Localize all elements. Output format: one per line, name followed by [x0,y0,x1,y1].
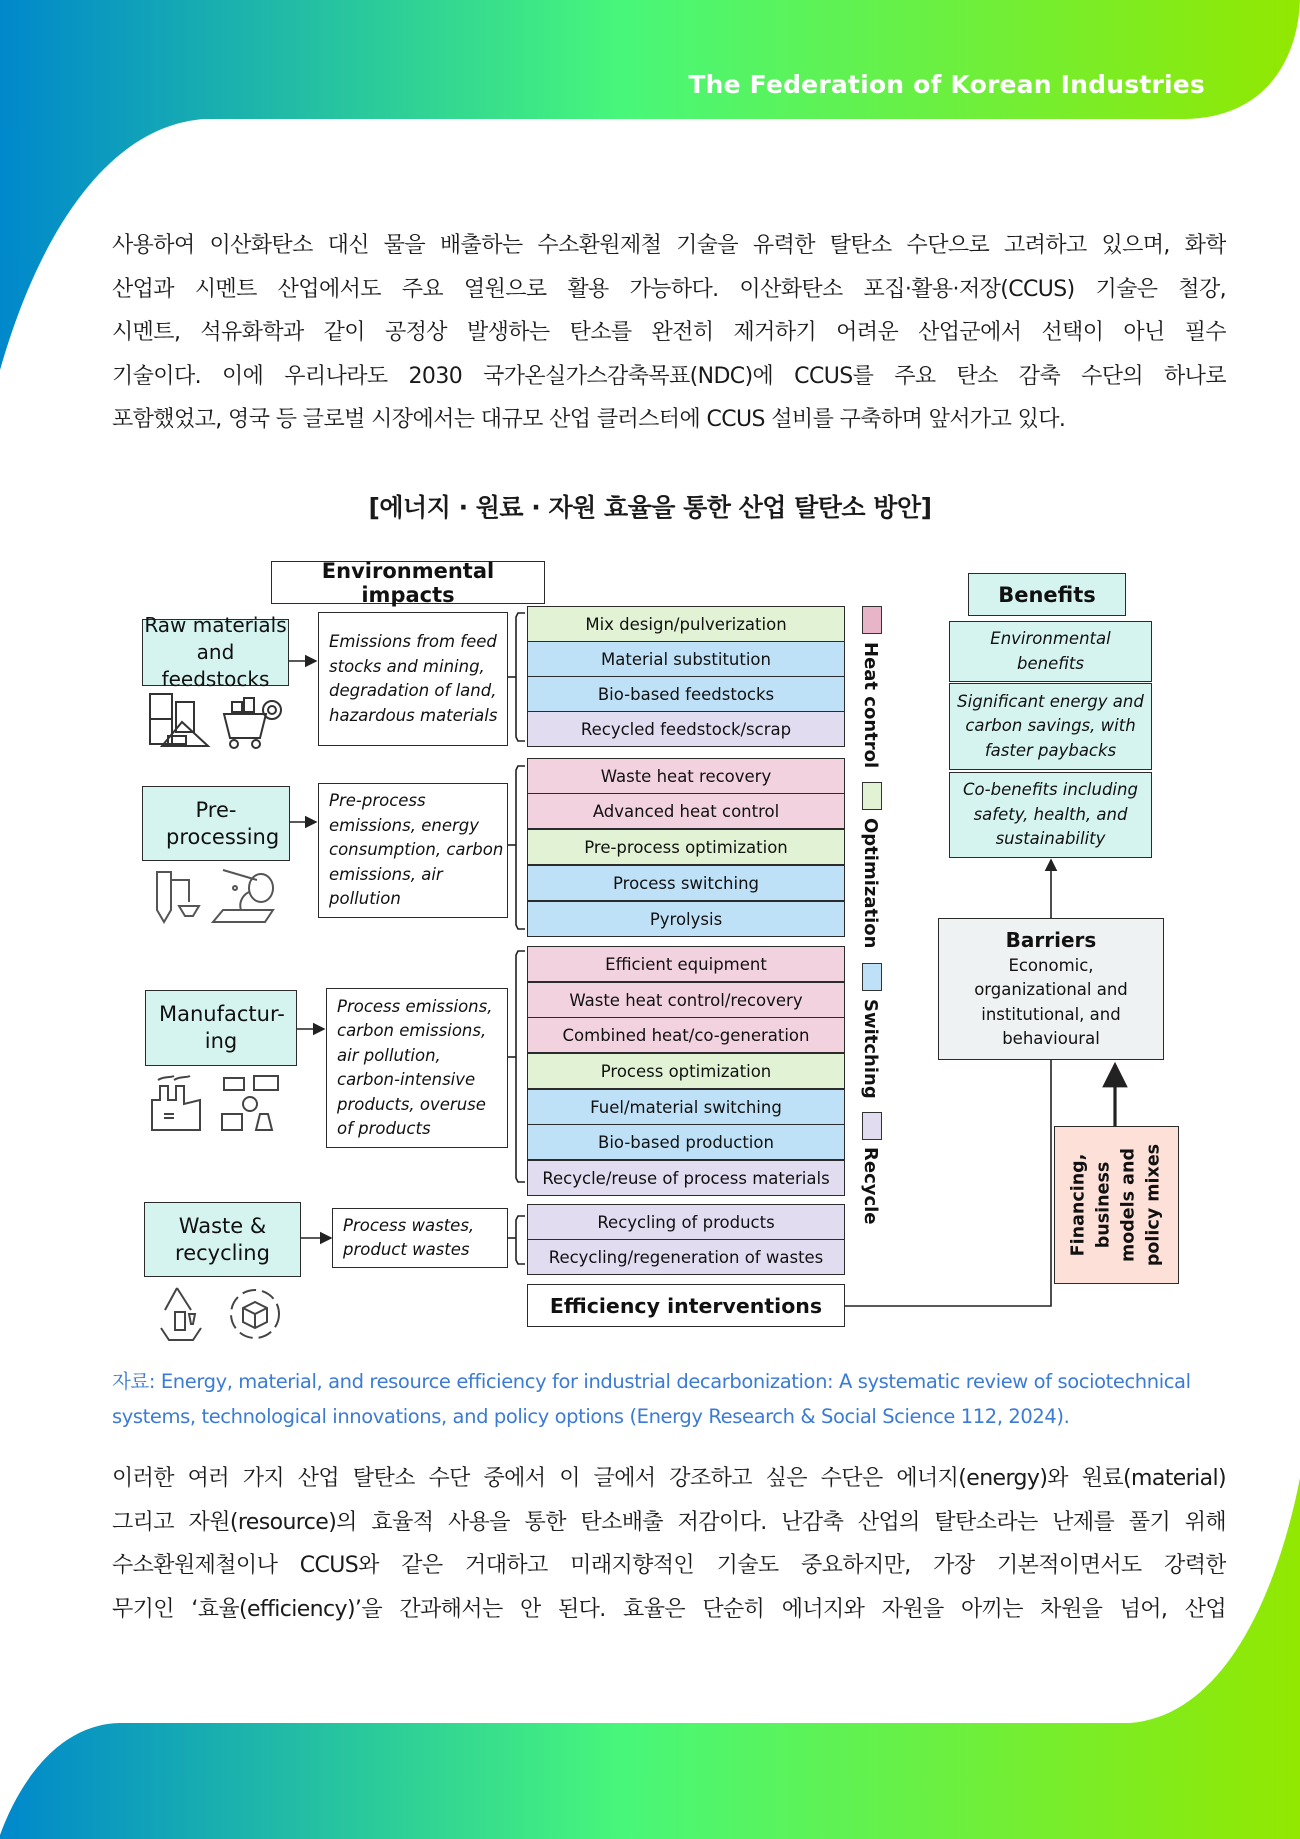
stage-raw-materials: Raw materials and feedstocks [142,619,289,686]
stage-waste-recycling [144,1202,301,1277]
enablers-box [1054,1126,1179,1284]
benefits-header: Benefits [968,573,1126,616]
benefit-text: Environmental benefits [990,629,1111,673]
paragraph-line: 산업과 시멘트 산업에서도 주요 열원으로 활용 가능하다. 이산화탄소 포집·활용·저장(CCUS) 기술은 철강, [112,276,1226,302]
recycle-bottle-icon [161,1288,201,1340]
intervention-efficient-equipment: Efficient equipment [527,946,845,982]
legend-swatch-switching [862,963,882,991]
molten-metal-pouring-icon [213,870,273,922]
organization-name: The Federation of Korean Industries [688,70,1205,99]
intervention-recycling-wastes: Recycling/regeneration of wastes [527,1239,845,1275]
legend-swatch-recycle [862,1112,882,1140]
intervention-bio-based-production: Bio-based production [527,1124,845,1160]
intervention-advanced-heat-control: Advanced heat control [527,793,845,829]
stage-label: Manufactur-ing [159,1002,285,1053]
intervention-fuel-material-switching: Fuel/material switching [527,1089,845,1125]
barriers-title: Barriers [1005,927,1097,952]
pre-processing-icons [153,866,283,926]
warehouse-stockpile-icon [150,694,208,746]
paragraph-line: 시멘트, 석유화학과 같이 공정상 발생하는 탄소를 완전히 제거하기 어려운 산업군에서 선택이 아닌 필수 [112,320,1226,345]
intervention-process-optimization: Process optimization [527,1053,845,1089]
intervention-bio-based-feedstocks: Bio-based feedstocks [527,676,845,712]
intervention-waste-heat-recovery: Waste heat recovery [527,758,845,794]
legend-swatch-heat-control [862,606,882,634]
factory-icon [152,1076,200,1130]
barriers-text: Economic, organizational and institutional, and behavioural [974,955,1128,1048]
automated-production-icon [222,1076,278,1130]
benefit-energy-savings: Significant energy and carbon savings, with faster paybacks [949,683,1152,770]
barriers-box [938,918,1164,1060]
legend-label-switching: Switching [860,999,881,1099]
waste-recycling-icons [157,1284,287,1344]
stage-label: Pre-processing [166,797,280,849]
environmental-impacts-header: Environmental impacts [271,561,545,604]
figure-title: [에너지 · 원료 · 자원 효율을 통한 산업 탈탄소 방안] [368,493,932,522]
paragraph-line: 수소환원제철이나 CCUS와 같은 거대하고 미래지향적인 기술도 중요하지만, 가장 기본적이면서도 강력한 [112,1553,1226,1578]
impact-waste-recycling: Process wastes, product wastes [332,1208,508,1268]
intervention-material-substitution: Material substitution [527,641,845,677]
intervention-recycling-products: Recycling of products [527,1204,845,1240]
silo-hopper-icon [157,872,199,922]
intervention-pyrolysis: Pyrolysis [527,901,845,937]
intervention-mix-design: Mix design/pulverization [527,606,845,642]
enablers-text: Financing, business models and policy mixes [1068,1143,1164,1267]
paragraph-line: 사용하여 이산화탄소 대신 물을 배출하는 수소환원제철 기술을 유력한 탈탄소 수단으로 고려하고 있으며, 화학 [112,233,1226,258]
legend-label-recycle: Recycle [860,1147,881,1225]
circular-package-icon [231,1290,279,1338]
intervention-pre-process-optimization: Pre-process optimization [527,829,845,865]
impact-manufacturing: Process emissions, carbon emissions, air pollution, carbon-intensive products, overuse of products [326,988,508,1148]
figure-source-caption: 자료: Energy, material, and resource efficiency for industrial decarbonization: A systematic review of sociotechnical systems, technological innovations, and policy options (Energy Research & Social Science 112, 2024). [112,1370,1191,1428]
benefit-environmental [949,621,1152,682]
paragraph-line: 이러한 여러 가지 산업 탈탄소 수단 중에서 이 글에서 강조하고 싶은 수단은 에너지(energy)와 원료(material) [112,1466,1226,1491]
stage-manufacturing [145,990,297,1066]
body-paragraph-bottom [112,1457,1226,1631]
paragraph-line: 무기인 ‘효율(efficiency)’을 간과해서는 안 된다. 효율은 단순히 에너지와 자원을 아끼는 차원을 넘어, 산업 [112,1596,1226,1622]
raw-materials-icons [148,692,293,750]
intervention-waste-heat-control: Waste heat control/recovery [527,982,845,1018]
paragraph-line: 포함했었고, 영국 등 글로벌 시장에서는 대규모 산업 클러스터에 CCUS 설비를 구축하며 앞서가고 있다. [112,407,1066,432]
paragraph-line: 그리고 자원(resource)의 효율적 사용을 통한 탄소배출 저감이다. 난감축 산업의 탈탄소라는 난제를 풀기 위해 [112,1509,1226,1535]
intervention-recycled-feedstock: Recycled feedstock/scrap [527,711,845,747]
legend-label-heat-control: Heat control [860,642,881,769]
legend-label-optimization: Optimization [860,818,881,949]
benefit-co-benefits [949,772,1152,858]
intervention-process-switching: Process switching [527,865,845,901]
mining-cart-gear-icon [224,698,281,748]
paragraph-line: 기술이다. 이에 우리나라도 2030 국가온실가스감축목표(NDC)에 CCUS를 주요 탄소 감축 수단의 하나로 [112,363,1226,389]
impact-raw-materials: Emissions from feed stocks and mining, degradation of land, hazardous materials [318,612,508,746]
efficiency-interventions-label: Efficiency interventions [527,1284,845,1327]
stage-pre-processing [142,786,290,861]
impact-pre-processing: Pre-process emissions, energy consumption, carbon emissions, air pollution [318,783,508,918]
stage-label: Waste & recycling [175,1213,270,1265]
benefit-text: Co-benefits including safety, health, and sustainability [963,780,1138,849]
legend-swatch-optimization [862,782,882,810]
intervention-combined-heat: Combined heat/co-generation [527,1017,845,1053]
intervention-recycle-reuse: Recycle/reuse of process materials [527,1160,845,1196]
manufacturing-icons [150,1074,285,1132]
